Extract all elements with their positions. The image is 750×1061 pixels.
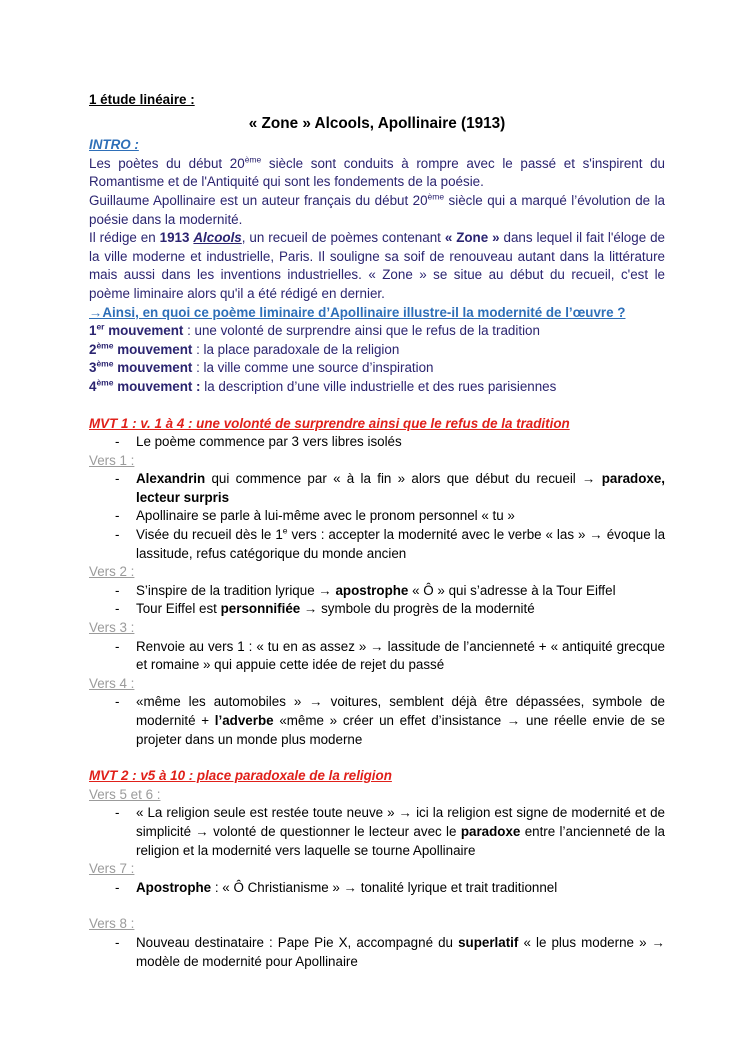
intro-paragraph-1: Les poètes du début 20ème siècle sont conduits à rompre avec le passé et s'inspirent du Romantisme et de l'Antiquité qui sont les fondements de la poésie. <box>89 154 665 190</box>
vers3-list <box>89 638 665 675</box>
spacer <box>89 897 665 915</box>
list-item: - « La religion seule est restée toute neuve » → ici la religion est signe de modernité et de simplicité → volonté de questionner le lecteur avec le paradoxe entre l’ancienneté de la religion et la modernité vers laquelle se tourne Apollinaire <box>89 804 665 860</box>
list-item: - S’inspire de la tradition lyrique → apostrophe « Ô » qui s’adresse à la Tour Eiffel <box>89 582 665 601</box>
movements-list <box>89 322 665 396</box>
problematic-question: →Ainsi, en quoi ce poème liminaire d’Apollinaire illustre-il la modernité de l’œuvre ? <box>89 304 626 320</box>
movement-item: 3ème mouvement : la ville comme une source d’inspiration <box>89 358 434 376</box>
vers8-label: Vers 8 : <box>89 916 135 932</box>
vers4-label: Vers 4 : <box>89 675 135 691</box>
document-title: « Zone » Alcools, Apollinaire (1913) <box>248 114 506 132</box>
list-item: - Apollinaire se parle à lui-même avec le pronom personnel « tu » <box>89 507 665 526</box>
vers56-label: Vers 5 et 6 : <box>89 786 161 802</box>
list-item: - Tour Eiffel est personnifiée → symbole du progrès de la modernité <box>89 600 665 619</box>
vers7-list <box>89 879 665 898</box>
list-item: - «même les automobiles » → voitures, semblent déjà être dépassées, symbole de modernité + l’adverbe «même » créer un effet d’insistance → une réelle envie de se projeter dans un monde plus moderne <box>89 693 665 749</box>
list-item: - Apostrophe : « Ô Christianisme » → tonalité lyrique et trait traditionnel <box>89 879 665 898</box>
movement-item: 4ème mouvement : la description d’une ville industrielle et des rues parisiennes <box>89 377 557 394</box>
vers3-label: Vers 3 : <box>89 620 135 636</box>
intro-label: INTRO : <box>89 137 139 153</box>
vers1-label: Vers 1 : <box>89 452 135 468</box>
movement-item: 2ème mouvement : la place paradoxale de la religion <box>89 340 400 357</box>
vers7-label: Vers 7 : <box>89 861 135 877</box>
document-body <box>89 91 665 971</box>
list-item: - Visée du recueil dès le 1e vers : accepter la modernité avec le verbe « las » → évoque la lassitude, refus catégorique du monde ancien <box>89 526 665 563</box>
list-item: - Le poème commence par 3 vers libres isolés <box>89 433 665 452</box>
vers1-list <box>89 470 665 563</box>
mvt1-title: MVT 1 : v. 1 à 4 : une volonté de surprendre ainsi que le refus de la tradition <box>89 415 570 431</box>
vers2-label: Vers 2 : <box>89 564 135 580</box>
vers8-list <box>89 934 665 971</box>
vers4-list <box>89 693 665 749</box>
document-heading: 1 étude linéaire : <box>89 92 195 107</box>
vers2-list <box>89 582 665 619</box>
list-item: - Nouveau destinataire : Pape Pie X, accompagné du superlatif « le plus moderne » → modèle de modernité pour Apollinaire <box>89 934 665 971</box>
mvt1-intro-list <box>89 433 665 452</box>
vers56-list <box>89 804 665 860</box>
intro-paragraph-2: Guillaume Apollinaire est un auteur français du début 20ème siècle qui a marqué l’évolution de la poésie dans la modernité. <box>89 191 665 227</box>
list-item: - Alexandrin qui commence par « à la fin » alors que début du recueil → paradoxe, lecteur surpris <box>89 470 665 507</box>
intro-paragraph-3: Il rédige en 1913 Alcools, un recueil de poèmes contenant « Zone » dans lequel il fait l'éloge de la ville moderne et industrielle, Paris. Il souligne sa soif de renouveau autant dans la littérature mais aussi dans les inventions industrielles. « Zone » se situe au début du recueil, c'est le poème liminaire alors qu'il a été rédigé en dernier. <box>89 230 665 301</box>
movement-item: 1er mouvement : une volonté de surprendre ainsi que le refus de la tradition <box>89 321 540 339</box>
list-item: - Renvoie au vers 1 : « tu en as assez » → lassitude de l’ancienneté + « antiquité grecque et romaine » qui appuie cette idée de rejet du passé <box>89 638 665 675</box>
mvt2-title: MVT 2 : v5 à 10 : place paradoxale de la religion <box>89 768 392 784</box>
